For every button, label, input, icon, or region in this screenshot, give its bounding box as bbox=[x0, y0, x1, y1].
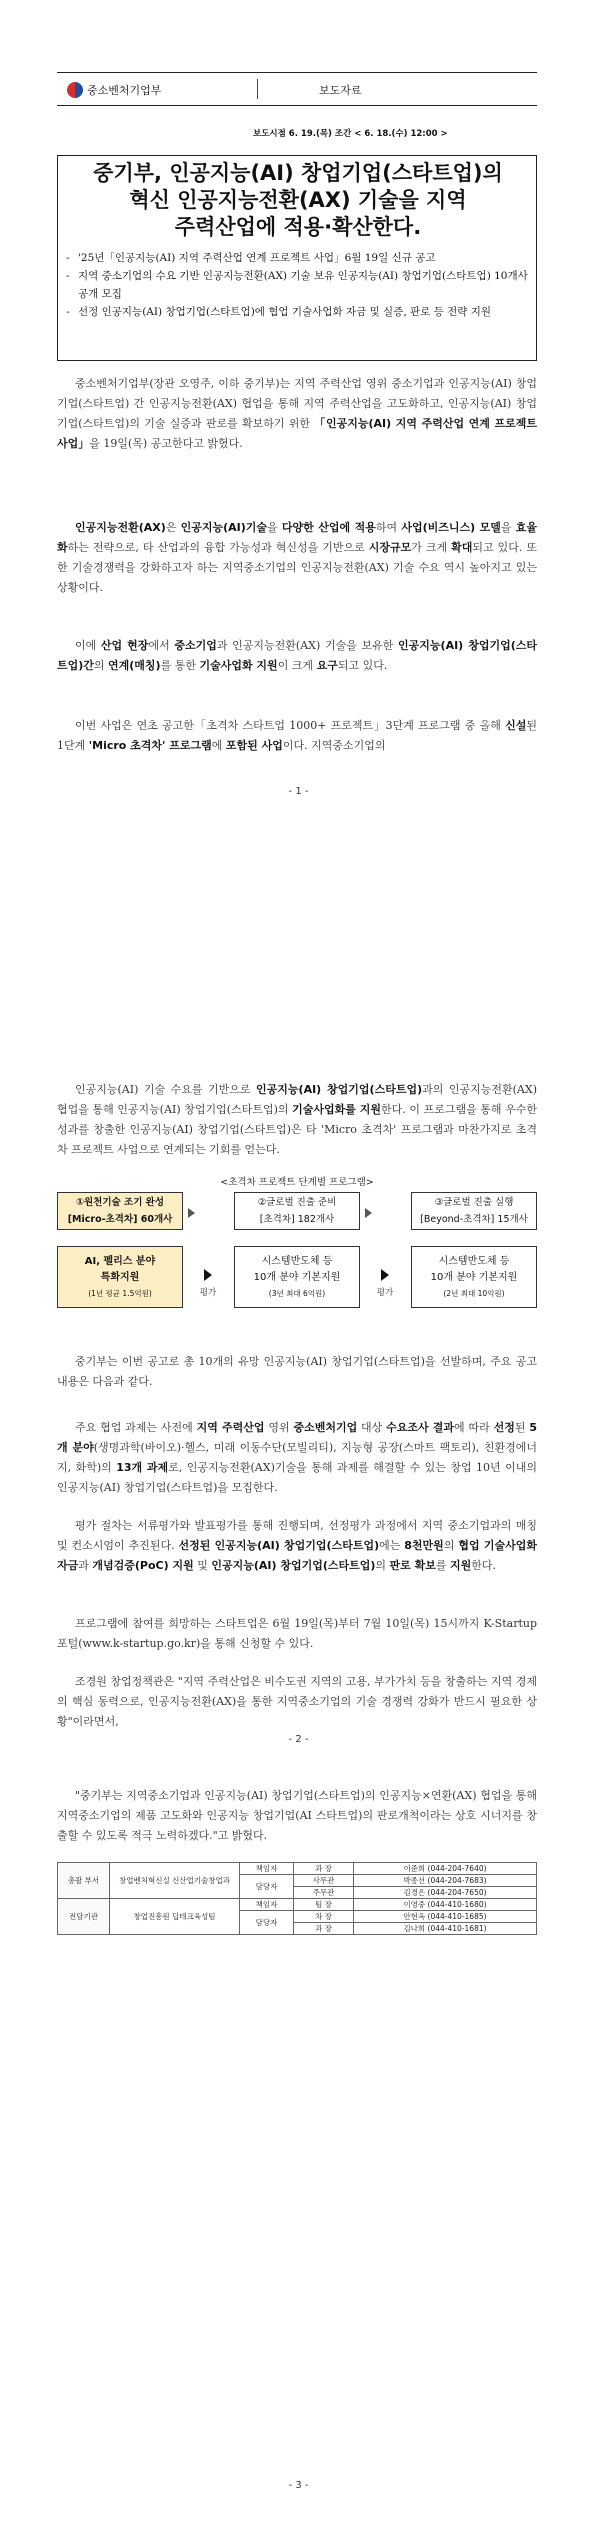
stage-1-box bbox=[57, 1192, 183, 1230]
taeguk-emblem-icon bbox=[67, 82, 83, 98]
stage-name: ①원천기술 조기 완성 bbox=[75, 1197, 165, 1208]
arrow-right-icon bbox=[188, 1208, 195, 1218]
body-paragraph-1: 중소벤처기업부(장관 오영주, 이하 중기부)는 지역 주력산업 영위 중소기업과 인공지능(AI) 창업기업(스타트업) 간 인공지능전환(AX) 협업을 통해 지역 주력산업을 고도화하고, 인공지능(AI) 창업기업(스타트업)의 기술 실증과 판로를 확보하기 위한 「인공지능(AI) 지역 주력산업 연계 프로젝트 사업」을 19일(목) 공고한다고 밝혔다. bbox=[57, 377, 537, 450]
support-note: (3년 최대 6억원) bbox=[268, 1289, 326, 1298]
summary-bullet: - 선정 인공지능(AI) 창업기업(스타트업)에 협업 기술사업화 자금 및 실증, 판로 등 전략 지원 bbox=[66, 303, 528, 321]
triangle-right-icon bbox=[204, 1269, 212, 1281]
stage-3-box bbox=[411, 1192, 537, 1230]
dept-type-cell: 전담기관 bbox=[58, 1899, 110, 1935]
stage-2-box bbox=[234, 1192, 360, 1230]
body-paragraph-5: 인공지능(AI) 기술 수요를 기반으로 인공지능(AI) 창업기업(스타트업)과의 인공지능전환(AX) 협업을 통해 인공지능(AI) 창업기업(스타트업)의 기술사업화를 지원한다. 이 프로그램을 통해 우수한 성과를 창출한 인공지능(AI) 창업기업(스타트업)은 타 'Micro 초격차' 프로그램과 마찬가지로 초격차 프로젝트 사업으로 연계되는 기회를 얻는다. bbox=[57, 1083, 537, 1156]
body-paragraph-6: 중기부는 이번 공고로 총 10개의 유망 인공지능(AI) 창업기업(스타트업)을 선발하며, 주요 공고 내용은 다음과 같다. bbox=[57, 1355, 537, 1388]
dept-cell: 창업벤처혁신실 신산업기술창업과 bbox=[110, 1863, 240, 1899]
body-paragraph-2: 인공지능전환(AX)은 인공지능(AI)기술을 다양한 산업에 적용하여 사업(비즈니스) 모델을 효율화하는 전략으로, 타 산업과의 융합 가능성과 혁신성을 기반으로 시장규모가 크게 확대되고 있다. 또한 기술경쟁력을 강화하고자 하는 지역중소기업의 인공지능전환(AX) 기술 수요 역시 높아지고 있는 상황이다. bbox=[57, 521, 538, 594]
support-1-box bbox=[57, 1246, 183, 1308]
position-cell: 주무관 bbox=[294, 1887, 354, 1899]
headline-line-1: 중기부, 인공지능(AI) 창업기업(스타트업)의 bbox=[93, 161, 503, 185]
body-paragraph-9: 프로그램에 참여를 희망하는 스타트업은 6월 19일(목)부터 7월 10일(목) 15시까지 K-Startup 포털(www.k-startup.go.kr)을 통해 신청할 수 있다. bbox=[57, 1617, 537, 1650]
body-paragraph-8: 평가 절차는 서류평가와 발표평가를 통해 진행되며, 선정평가 과정에서 지역 중소기업과의 매칭 및 컨소시엄이 추진된다. 선정된 인공지능(AI) 창업기업(스타트업)에는 8천만원의 협업 기술사업화 자금과 개념검증(PoC) 지원 및 인공지능(AI) 창업기업(스타트업)의 판로 확보를 지원한다. bbox=[57, 1519, 538, 1572]
evaluation-step bbox=[188, 1269, 228, 1298]
document-type: 보도자료 bbox=[319, 84, 362, 97]
table-row bbox=[58, 1863, 537, 1875]
press-header bbox=[57, 72, 537, 106]
support-3-box bbox=[411, 1246, 537, 1308]
support-line-1: 시스템반도체 등 bbox=[261, 1256, 333, 1267]
support-line-2: 10개 분야 기본지원 bbox=[253, 1272, 341, 1283]
summary-bullet: - '25년「인공지능(AI) 지역 주력산업 연계 프로젝트 사업」6월 19일 신규 공고 bbox=[66, 249, 528, 267]
role-cell: 담당자 bbox=[240, 1875, 294, 1899]
person-cell: 박종선 (044-204-7683) bbox=[354, 1875, 537, 1887]
support-2-box bbox=[234, 1246, 360, 1308]
evaluation-label: 평가 bbox=[376, 1288, 394, 1298]
position-cell: 과 장 bbox=[294, 1863, 354, 1875]
person-cell: 김나희 (044-410-1681) bbox=[354, 1923, 537, 1935]
ministry-logo bbox=[67, 82, 161, 98]
page-number: - 2 - bbox=[288, 1734, 309, 1745]
support-line-1: 시스템반도체 등 bbox=[438, 1256, 510, 1267]
headline-line-3: 주력산업에 적용·확산한다. bbox=[174, 215, 422, 239]
headline-box bbox=[57, 155, 537, 361]
person-cell: 안현옥 (044-410-1685) bbox=[354, 1911, 537, 1923]
table-row bbox=[58, 1899, 537, 1911]
support-line-2: 10개 분야 기본지원 bbox=[430, 1272, 518, 1283]
stage-sub: [Beyond-초격차] 15개사 bbox=[420, 1214, 528, 1225]
contact-table bbox=[57, 1862, 537, 1935]
person-cell: 이영중 (044-410-1680) bbox=[354, 1899, 537, 1911]
position-cell: 팀 장 bbox=[294, 1899, 354, 1911]
diagram-title: <초격차 프로젝트 단계별 프로그램> bbox=[220, 1177, 374, 1188]
headline-line-2: 혁신 인공지능전환(AX) 기술을 지역 bbox=[129, 188, 467, 212]
page-1 bbox=[0, 0, 597, 842]
stage-name: ③글로벌 진출 실행 bbox=[434, 1197, 514, 1208]
position-cell: 사무관 bbox=[294, 1875, 354, 1887]
program-stage-diagram bbox=[57, 1174, 537, 1344]
support-line-2: 특화지원 bbox=[100, 1272, 140, 1283]
dept-cell: 창업진흥원 딥테크육성팀 bbox=[110, 1899, 240, 1935]
dept-type-cell: 총괄 부서 bbox=[58, 1863, 110, 1899]
summary-bullet: - 지역 중소기업의 수요 기반 인공지능전환(AX) 기술 보유 인공지능(AI) 창업기업(스타트업) 10개사 공개 모집 bbox=[66, 267, 528, 303]
triangle-right-icon bbox=[381, 1269, 389, 1281]
body-paragraph-11: "중기부는 지역중소기업과 인공지능(AI) 창업기업(스타트업)의 인공지능×연환(AX) 협업을 통해 지역중소기업의 제품 고도화와 인공지능 창업기업(AI 스타트업)의 판로개척이라는 상호 시너지를 창출할 수 있도록 적극 노력하겠다."고 밝혔다. bbox=[57, 1789, 537, 1842]
body-paragraph-7: 주요 협업 과제는 사전에 지역 주력산업 영위 중소벤처기업 대상 수요조사 결과에 따라 선정된 5개 분야(생명과학(바이오)·헬스, 미래 이동수단(모빌리티), 지능형 공장(스마트 팩토리), 친환경에너지, 화학)의 13개 과제로, 인공지능전환(AX)기술을 통해 과제를 해결할 수 있는 창업 10년 이내의 인공지능(AI) 창업기업(스타트업)을 모집한다. bbox=[57, 1421, 537, 1494]
page-number: - 1 - bbox=[288, 786, 309, 797]
embargo-notice: 보도시점 6. 19.(목) 조간 < 6. 18.(수) 12:00 > bbox=[253, 129, 448, 139]
evaluation-label: 평가 bbox=[199, 1288, 217, 1298]
evaluation-step bbox=[365, 1269, 405, 1298]
stage-sub: [초격차] 182개사 bbox=[259, 1214, 335, 1225]
role-cell: 책임자 bbox=[240, 1863, 294, 1875]
summary-bullets bbox=[66, 249, 528, 321]
person-cell: 김경은 (044-204-7650) bbox=[354, 1887, 537, 1899]
person-cell: 이준희 (044-204-7640) bbox=[354, 1863, 537, 1875]
stage-name: ②글로벌 진출 준비 bbox=[257, 1197, 337, 1208]
support-note: (1년 평균 1.5억원) bbox=[88, 1289, 152, 1298]
support-note: (2년 최대 10억원) bbox=[443, 1289, 505, 1298]
body-paragraph-10: 조경원 창업정책관은 "지역 주력산업은 비수도권 지역의 고용, 부가가치 등을 창출하는 지역 경제의 핵심 동력으로, 인공지능전환(AX)을 통한 지역중소기업의 기술 경쟁력 강화가 반드시 필요한 상황"이라면서, bbox=[57, 1675, 537, 1728]
position-cell: 차 장 bbox=[294, 1911, 354, 1923]
support-line-1: AI, 펠리스 분야 bbox=[84, 1256, 156, 1267]
role-cell: 담당자 bbox=[240, 1911, 294, 1935]
arrow-right-icon bbox=[365, 1208, 372, 1218]
position-cell: 과 장 bbox=[294, 1923, 354, 1935]
header-divider bbox=[257, 79, 258, 99]
page-number: - 3 - bbox=[288, 2480, 309, 2491]
ministry-name: 중소벤처기업부 bbox=[87, 84, 162, 97]
headline bbox=[58, 160, 538, 241]
body-paragraph-4: 이번 사업은 연초 공고한「초격차 스타트업 1000+ 프로젝트」3단계 프로그램 중 올해 신설된 1단계 'Micro 초격차' 프로그램에 포함된 사업이다. 지역중소기업의 bbox=[57, 719, 537, 752]
body-paragraph-3: 이에 산업 현장에서 중소기업과 인공지능전환(AX) 기술을 보유한 인공지능(AI) 창업기업(스타트업)간의 연계(매칭)를 통한 기술사업화 지원이 크게 요구되고 있다. bbox=[57, 639, 537, 672]
role-cell: 책임자 bbox=[240, 1899, 294, 1911]
stage-sub: [Micro-초격차] 60개사 bbox=[67, 1214, 173, 1225]
